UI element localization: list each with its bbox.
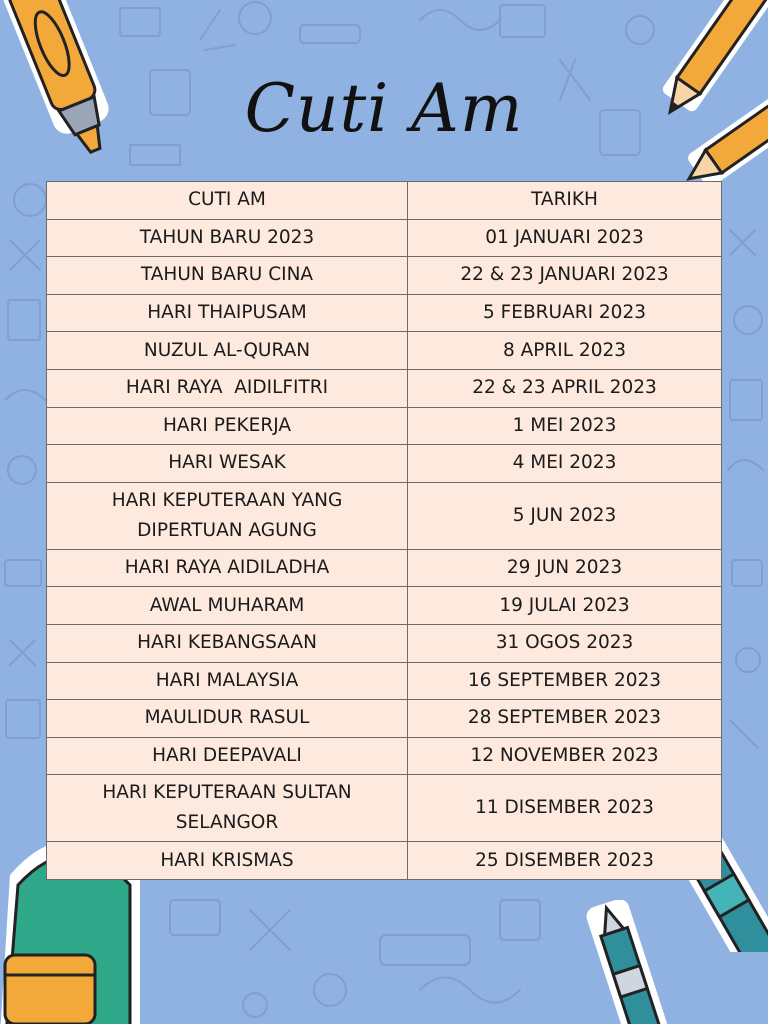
holiday-date: 4 MEI 2023 <box>408 445 722 483</box>
table-row <box>47 775 722 842</box>
pencil-icon <box>640 0 768 185</box>
holiday-date: 01 JANUARI 2023 <box>408 219 722 257</box>
table-row <box>47 369 722 407</box>
page-title: Cuti Am <box>244 70 524 147</box>
holiday-name: TAHUN BARU CINA <box>47 257 408 295</box>
holiday-name: HARI RAYA AIDILADHA <box>47 549 408 587</box>
holiday-name: HARI KEPUTERAAN SULTAN SELANGOR <box>47 775 408 842</box>
table-row <box>47 587 722 625</box>
holiday-date: 5 FEBRUARI 2023 <box>408 294 722 332</box>
holiday-name: HARI MALAYSIA <box>47 662 408 700</box>
table-row <box>47 700 722 738</box>
column-header-holiday: CUTI AM <box>47 182 408 220</box>
table-row <box>47 219 722 257</box>
holiday-date: 28 SEPTEMBER 2023 <box>408 700 722 738</box>
holiday-date: 25 DISEMBER 2023 <box>408 842 722 880</box>
holiday-date: 19 JULAI 2023 <box>408 587 722 625</box>
table-row <box>47 407 722 445</box>
table-header-row <box>47 182 722 220</box>
table-row <box>47 482 722 549</box>
holiday-date: 12 NOVEMBER 2023 <box>408 737 722 775</box>
holiday-date: 8 APRIL 2023 <box>408 332 722 370</box>
holiday-name: HARI WESAK <box>47 445 408 483</box>
holiday-name: MAULIDUR RASUL <box>47 700 408 738</box>
holiday-date: 31 OGOS 2023 <box>408 624 722 662</box>
holiday-name: HARI PEKERJA <box>47 407 408 445</box>
table-row <box>47 332 722 370</box>
holiday-date: 22 & 23 APRIL 2023 <box>408 369 722 407</box>
holiday-name: TAHUN BARU 2023 <box>47 219 408 257</box>
holiday-name: HARI KRISMAS <box>47 842 408 880</box>
table-row <box>47 549 722 587</box>
table-row <box>47 445 722 483</box>
holiday-date: 16 SEPTEMBER 2023 <box>408 662 722 700</box>
holiday-name: HARI KEPUTERAAN YANG DIPERTUAN AGUNG <box>47 482 408 549</box>
holiday-name: AWAL MUHARAM <box>47 587 408 625</box>
table-row <box>47 294 722 332</box>
holiday-date: 5 JUN 2023 <box>408 482 722 549</box>
marker-icon <box>0 0 140 170</box>
holiday-date: 29 JUN 2023 <box>408 549 722 587</box>
table-row <box>47 842 722 880</box>
holiday-date: 11 DISEMBER 2023 <box>408 775 722 842</box>
table-row <box>47 624 722 662</box>
holiday-name: NUZUL AL-QURAN <box>47 332 408 370</box>
column-header-date: TARIKH <box>408 182 722 220</box>
holiday-date: 22 & 23 JANUARI 2023 <box>408 257 722 295</box>
table-row <box>47 257 722 295</box>
table-row <box>47 737 722 775</box>
holiday-name: HARI THAIPUSAM <box>47 294 408 332</box>
table-row <box>47 662 722 700</box>
pen-icon <box>580 900 670 1024</box>
holiday-name: HARI DEEPAVALI <box>47 737 408 775</box>
holiday-name: HARI KEBANGSAAN <box>47 624 408 662</box>
holiday-name: HARI RAYA AIDILFITRI <box>47 369 408 407</box>
holiday-date: 1 MEI 2023 <box>408 407 722 445</box>
holiday-table <box>46 181 722 880</box>
